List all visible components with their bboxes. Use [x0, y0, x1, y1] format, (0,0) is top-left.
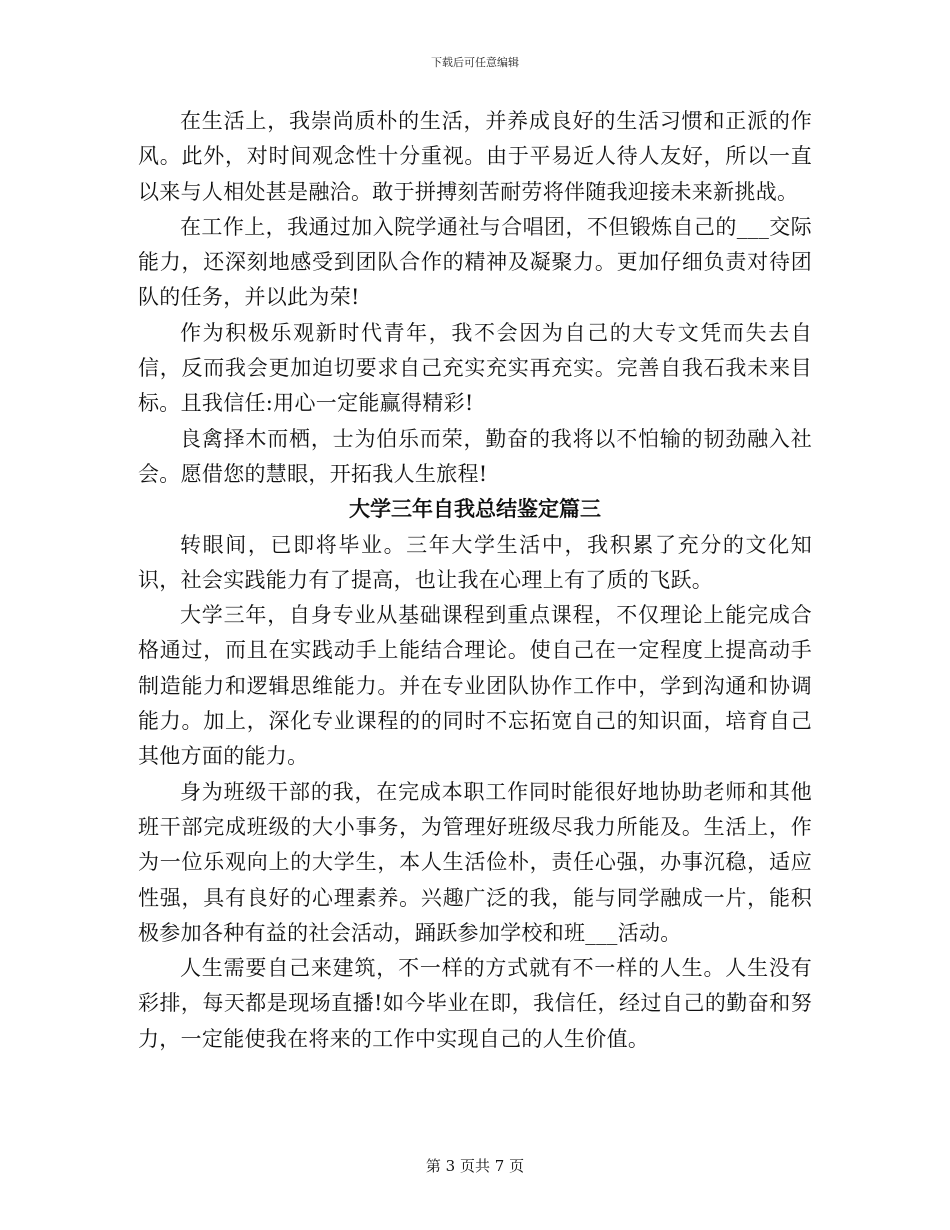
page-header: 下载后可任意编辑 — [431, 56, 519, 69]
paragraph-youth: 作为积极乐观新时代青年，我不会因为自己的大专文凭而失去自信，反而我会更加迫切要求自己充实充实再充实。完善自我石我未来目标。且我信任:用心一定能赢得精彩! — [138, 320, 812, 416]
paragraph-graduation: 转眼间，已即将毕业。三年大学生活中，我积累了充分的文化知识，社会实践能力有了提高，也让我在心理上有了质的飞跃。 — [138, 532, 812, 592]
page-footer: 第 3 页共 7 页 — [425, 1157, 525, 1175]
paragraph-life-value: 人生需要自己来建筑，不一样的方式就有不一样的人生。人生没有彩排，每天都是现场直播!如今毕业在即，我信任，经过自己的勤奋和努力，一定能使我在将来的工作中实现自己的人生价值。 — [138, 956, 812, 1051]
document-body — [138, 104, 812, 1057]
paragraph-class-cadre: 身为班级干部的我，在完成本职工作同时能很好地协助老师和其他班干部完成班级的大小事务，为管理好班级尽我力所能及。生活上，作为一位乐观向上的大学生，本人生活俭朴，责任心强，办事沉稳，适应性强，具有良好的心理素养。兴趣广泛的我，能与同学融成一片，能积极参加各种有益的社会活动，踊跃参加学校和班___活动。 — [138, 779, 812, 945]
paragraph-society: 良禽择木而栖，士为伯乐而荣，勤奋的我将以不怕输的韧劲融入社会。愿借您的慧眼，开拓我人生旅程! — [138, 426, 812, 486]
section-title: 大学三年自我总结鉴定篇三 — [349, 497, 601, 522]
paragraph-life: 在生活上，我崇尚质朴的生活，并养成良好的生活习惯和正派的作风。此外，对时间观念性十分重视。由于平易近人待人友好，所以一直以来与人相处甚是融洽。敢于拼搏刻苦耐劳将伴随我迎接未来新挑战。 — [138, 109, 812, 204]
paragraph-major: 大学三年，自身专业从基础课程到重点课程，不仅理论上能完成合格通过，而且在实践动手上能结合理论。使自己在一定程度上提高动手制造能力和逻辑思维能力。并在专业团队协作工作中，学到沟通和协调能力。加上，深化专业课程的的同时不忘拓宽自己的知识面，培育自己其他方面的能力。 — [138, 603, 812, 769]
paragraph-work: 在工作上，我通过加入院学通社与合唱团，不但锻炼自己的___交际能力，还深刻地感受到团队合作的精神及凝聚力。更加仔细负责对待团队的任务，并以此为荣! — [138, 214, 812, 310]
